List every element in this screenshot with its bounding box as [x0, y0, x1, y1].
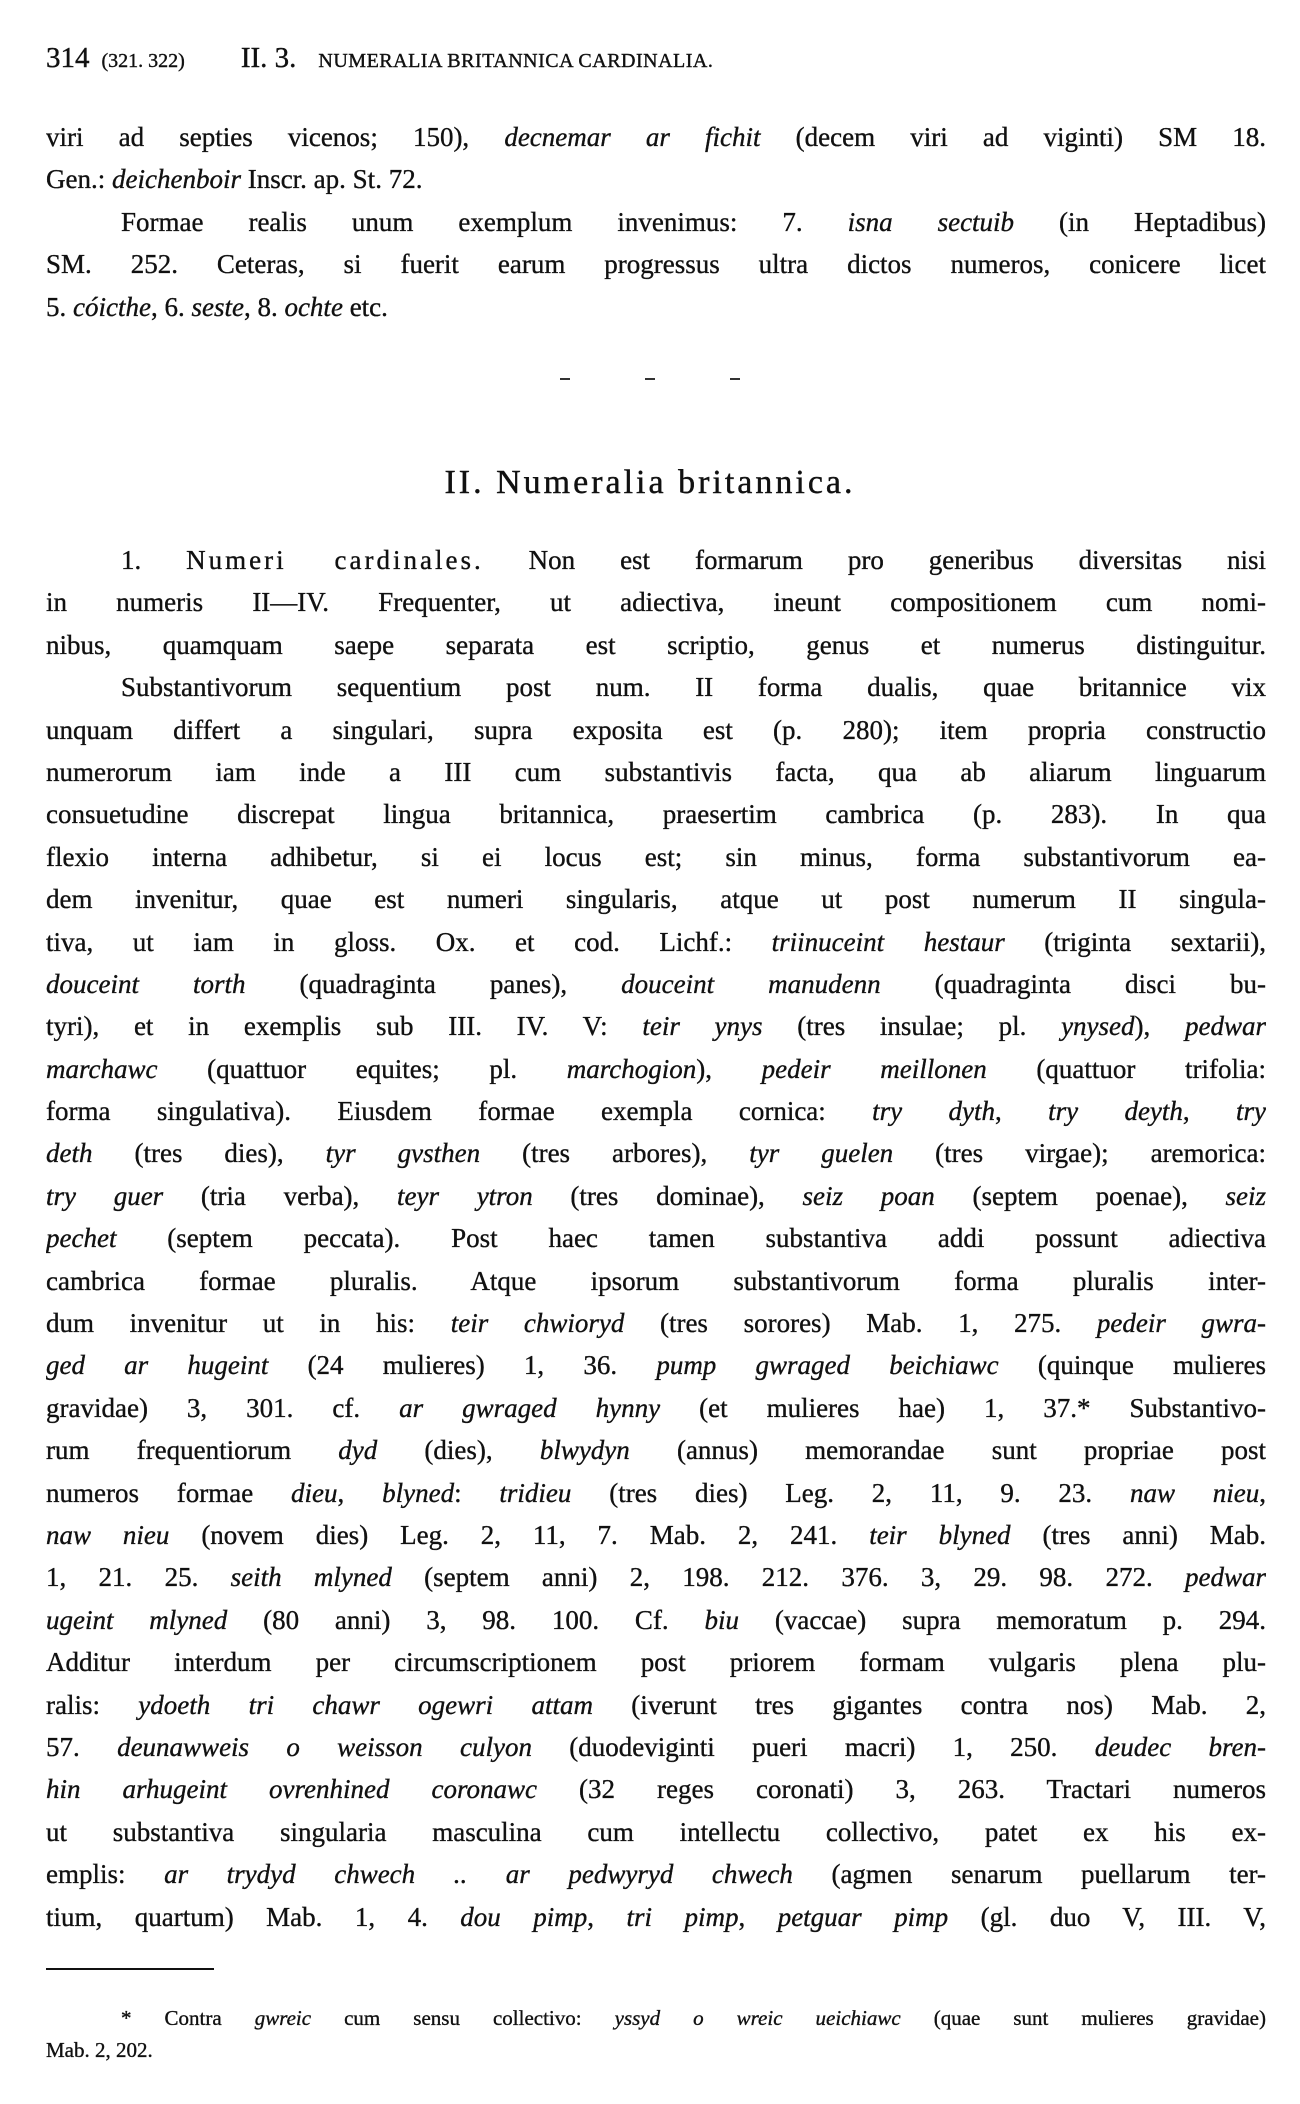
text-run: emplis:: [46, 1859, 165, 1890]
text-line: [46, 1429, 1266, 1471]
italic-term: naw nieu: [46, 1519, 170, 1550]
text-run: (quattuor equites; pl.: [157, 1053, 567, 1084]
text-run: (dies),: [377, 1435, 540, 1466]
text-line: [46, 1768, 1266, 1810]
text-line: [46, 1896, 1266, 1938]
italic-term: ochte: [284, 291, 343, 322]
text-line: [46, 286, 1266, 328]
text-line: [46, 1684, 1266, 1726]
text-run: (tres dominae),: [532, 1180, 803, 1211]
text-run: Non est formarum pro generibus diversitas nisi: [483, 545, 1266, 575]
text-run: (septem poenae),: [934, 1180, 1226, 1211]
italic-term: yssyd o wreic ueichiawc: [614, 2006, 901, 2030]
text-line: [46, 1641, 1266, 1683]
text-run: ,: [1259, 1477, 1266, 1508]
text-line: [46, 1514, 1266, 1556]
text-line: [46, 1217, 1266, 1259]
text-line: [46, 116, 1266, 158]
italic-term: pedeir gwra-: [1096, 1308, 1266, 1339]
text-run: unquam differt a singulari, supra exposita est (p. 280); item propria constructio: [46, 714, 1266, 745]
text-run: (tres insulae; pl.: [762, 1011, 1062, 1042]
text-run: Inscr. ap. St. 72.: [240, 164, 423, 195]
text-run: 1.: [121, 545, 187, 575]
italic-term: triinuceint hestaur: [771, 926, 1005, 957]
italic-term: seith mlyned: [230, 1562, 392, 1593]
text-run: (agmen senarum puellarum ter-: [792, 1859, 1266, 1890]
italic-term: try: [1236, 1096, 1266, 1127]
text-run: Formae realis unum exemplum invenimus: 7.: [121, 206, 848, 237]
italic-term: blyned: [382, 1477, 455, 1508]
text-line: [46, 1599, 1266, 1641]
italic-term: gwreic: [254, 2006, 312, 2030]
text-line: [46, 963, 1266, 1005]
text-run: (tria verba),: [163, 1180, 398, 1211]
italic-term: teyr ytron: [397, 1180, 533, 1211]
footnote-rule: [46, 1968, 214, 1970]
italic-term: blwydyn: [539, 1435, 630, 1466]
text-run: numerorum iam inde a III cum substantivis facta, qua ab aliarum linguarum: [46, 756, 1266, 787]
text-run: etc.: [342, 291, 388, 322]
text-run: (septem peccata). Post haec tamen substantiva addi possunt adiectiva: [116, 1223, 1266, 1254]
italic-term: douceint manudenn: [621, 968, 881, 999]
italic-term: isna sectuib: [847, 206, 1015, 237]
text-run: (tres dies) Leg. 2, 11, 9. 23.: [571, 1477, 1130, 1508]
italic-term: decnemar ar fichit: [504, 122, 761, 152]
text-run: ),: [1134, 1011, 1185, 1042]
text-run: (quattuor trifolia:: [986, 1053, 1266, 1084]
section-number: II. 3.: [240, 42, 297, 74]
text-line: [46, 1005, 1266, 1047]
italic-term: teir chwioryd: [450, 1308, 625, 1339]
italic-term: ar trydyd chwech .. ar pedwyryd chwech: [164, 1859, 793, 1890]
italic-term: pedeir meillonen: [761, 1053, 987, 1084]
text-run: (vaccae) supra memoratum p. 294.: [739, 1604, 1266, 1635]
text-run: flexio interna adhibetur, si ei locus est; sin minus, forma substantivorum ea-: [46, 841, 1266, 872]
text-run: nibus, quamquam saepe separata est scriptio, genus et numerus distinguitur.: [46, 629, 1266, 660]
italic-term: teir ynys: [642, 1011, 763, 1042]
text-run: SM. 252. Ceteras, si fuerit earum progressus ultra dictos numeros, conicere licet: [46, 249, 1266, 280]
text-run: :: [454, 1477, 500, 1508]
text-run: (triginta sextarii),: [1004, 926, 1266, 957]
text-line: [46, 243, 1266, 285]
text-run: ,: [587, 1901, 627, 1932]
text-run: (80 anni) 3, 98. 100. Cf.: [227, 1604, 705, 1635]
text-line: [46, 793, 1266, 835]
text-line: [46, 666, 1266, 708]
italic-term: seste: [191, 291, 244, 322]
italic-term: deth: [46, 1138, 93, 1169]
italic-term: marchogion: [566, 1053, 697, 1084]
text-run: * Contra: [121, 2006, 255, 2030]
text-run: viri ad septies vicenos; 150),: [46, 122, 505, 152]
italic-term: hin arhugeint ovrenhined coronawc: [46, 1774, 537, 1805]
text-line: [46, 878, 1266, 920]
text-line: [46, 1387, 1266, 1429]
text-run: ,: [738, 1901, 778, 1932]
italic-term: tridieu: [499, 1477, 572, 1508]
italic-term: try guer: [46, 1180, 164, 1211]
italic-term: try dyth: [872, 1096, 995, 1127]
italic-term: ar gwraged hynny: [399, 1392, 661, 1423]
italic-term: marchawc: [46, 1053, 158, 1084]
text-run: cum sensu collectivo:: [311, 2006, 615, 2030]
text-run: gravidae) 3, 301. cf.: [46, 1392, 400, 1423]
text-run: , 6.: [150, 291, 192, 322]
text-run: (iverunt tres gigantes contra nos) Mab. 2,: [593, 1689, 1266, 1720]
text-run: (septem anni) 2, 198. 212. 376. 3, 29. 98. 272.: [391, 1562, 1186, 1593]
text-line: [46, 158, 1266, 200]
text-line: [46, 1853, 1266, 1895]
text-run: (annus) memorandae sunt propriae post: [629, 1435, 1266, 1466]
italic-term: dyd: [338, 1435, 378, 1466]
italic-term: teir blyned: [869, 1519, 1011, 1550]
italic-term: petguar pimp: [777, 1901, 949, 1932]
italic-term: deichenboir: [111, 164, 241, 195]
text-line: [46, 2002, 1266, 2034]
text-line: [46, 1472, 1266, 1514]
text-line: [46, 581, 1266, 623]
text-line: [46, 1344, 1266, 1386]
text-run: (in Heptadibus): [1014, 206, 1266, 237]
text-line: [46, 1048, 1266, 1090]
text-run: tium, quartum) Mab. 1, 4.: [46, 1901, 461, 1932]
italic-term: seiz: [1225, 1180, 1266, 1211]
text-run: Additur interdum per circumscriptionem post priorem formam vulgaris plena plu-: [46, 1647, 1266, 1678]
text-line: [46, 1090, 1266, 1132]
text-run: (quadraginta disci bu-: [880, 968, 1266, 999]
text-line: [46, 201, 1266, 243]
italic-term: ynysed: [1061, 1011, 1135, 1042]
text-run: (quinque mulieres: [998, 1350, 1266, 1381]
top-text-block: [46, 116, 1266, 328]
italic-term: deunawweis o weisson culyon: [117, 1731, 532, 1762]
text-run: dum invenitur ut in his:: [46, 1308, 451, 1339]
text-run: numeros formae: [46, 1477, 292, 1508]
text-line: [46, 2034, 1266, 2066]
text-run: rum frequentiorum: [46, 1435, 339, 1466]
footnote: [46, 2002, 1266, 2066]
italic-term: try deyth: [1048, 1096, 1183, 1127]
text-line: [46, 751, 1266, 793]
text-run: (tres virgae); aremorica:: [893, 1138, 1266, 1169]
italic-term: ugeint mlyned: [46, 1604, 228, 1635]
text-run: ),: [696, 1053, 762, 1084]
text-run: ut substantiva singularia masculina cum intellectu collectivo, patet ex his ex-: [46, 1816, 1266, 1847]
text-run: (quae sunt mulieres gravidae): [900, 2006, 1266, 2030]
text-run: (tres anni) Mab.: [1010, 1519, 1266, 1550]
text-run: , 8.: [243, 291, 285, 322]
text-run: (gl. duo V, III. V,: [948, 1901, 1266, 1932]
text-run: (duodeviginti pueri macri) 1, 250.: [531, 1731, 1095, 1762]
italic-term: cóicthe: [73, 291, 151, 322]
italic-term: dou pimp: [460, 1901, 588, 1932]
italic-term: tri pimp: [626, 1901, 739, 1932]
text-line: [46, 836, 1266, 878]
text-line: [46, 539, 1266, 581]
italic-term: ydoeth tri chawr ogewri attam: [138, 1689, 593, 1720]
italic-term: pedwar: [1184, 1011, 1266, 1042]
italic-term: naw nieu: [1129, 1477, 1260, 1508]
text-run: 1, 21. 25.: [46, 1562, 231, 1593]
italic-term: douceint torth: [46, 968, 246, 999]
text-run: (tres sorores) Mab. 1, 275.: [624, 1308, 1097, 1339]
running-header: [46, 42, 713, 75]
text-run: (32 reges coronati) 3, 263. Tractari numeros: [537, 1774, 1266, 1805]
text-run: tyri), et in exemplis sub III. IV. V:: [46, 1011, 643, 1042]
text-run: (decem viri ad viginti) SM 18.: [760, 122, 1266, 152]
text-line: [46, 624, 1266, 666]
italic-term: pump gwraged beichiawc: [656, 1350, 999, 1381]
text-line: [46, 1302, 1266, 1344]
text-run: ,: [337, 1477, 383, 1508]
text-line: [46, 921, 1266, 963]
text-line: [46, 1556, 1266, 1598]
italic-term: tyr gvsthen: [325, 1138, 481, 1169]
text-run: (tres dies),: [92, 1138, 326, 1169]
text-line: [46, 1811, 1266, 1853]
text-run: (quadraginta panes),: [245, 968, 622, 999]
text-run: Gen.:: [46, 164, 112, 195]
italic-term: tyr guelen: [749, 1138, 894, 1169]
text-run: Substantivorum sequentium post num. II forma dualis, quae britannice vix: [121, 672, 1266, 703]
text-run: ,: [1182, 1096, 1237, 1127]
text-line: [46, 1260, 1266, 1302]
running-title: NUMERALIA BRITANNICA CARDINALIA.: [318, 50, 714, 72]
text-run: (tres arbores),: [480, 1138, 750, 1169]
text-line: [46, 709, 1266, 751]
text-line: [46, 1726, 1266, 1768]
italic-term: ged ar hugeint: [46, 1350, 269, 1381]
italic-term: pedwar: [1185, 1562, 1266, 1593]
text-run: 57.: [46, 1731, 118, 1762]
text-line: [46, 1132, 1266, 1174]
italic-term: biu: [704, 1604, 740, 1635]
italic-term: pechet: [46, 1223, 117, 1254]
text-run: ,: [994, 1096, 1049, 1127]
section-heading: II. Numeralia britannica.: [444, 464, 856, 501]
text-run: (novem dies) Leg. 2, 11, 7. Mab. 2, 241.: [169, 1519, 870, 1550]
text-run: (24 mulieres) 1, 36.: [268, 1350, 657, 1381]
section-divider: [560, 378, 740, 380]
page-number: 314: [46, 42, 90, 74]
text-run: forma singulativa). Eiusdem formae exempla cornica:: [46, 1096, 873, 1127]
text-run: Mab. 2, 202.: [46, 2038, 153, 2062]
text-run: cambrica formae pluralis. Atque ipsorum substantivorum forma pluralis inter-: [46, 1265, 1266, 1296]
page-refs: (321. 322): [101, 50, 185, 72]
text-run: in numeris II—IV. Frequenter, ut adiectiva, ineunt compositionem cum nomi-: [46, 587, 1266, 618]
text-line: [46, 1175, 1266, 1217]
text-run: Numeri cardinales.: [186, 545, 484, 575]
text-run: consuetudine discrepat lingua britannica, praesertim cambrica (p. 283). In qua: [46, 799, 1266, 830]
text-run: 5.: [46, 291, 73, 322]
text-run: (et mulieres hae) 1, 37.* Substantivo-: [660, 1392, 1266, 1423]
body-text-block: [46, 539, 1266, 1938]
text-run: ralis:: [46, 1689, 139, 1720]
italic-term: dieu: [291, 1477, 338, 1508]
italic-term: deudec bren-: [1094, 1731, 1266, 1762]
italic-term: seiz poan: [802, 1180, 935, 1211]
text-run: dem invenitur, quae est numeri singularis, atque ut post numerum II singula-: [46, 884, 1266, 915]
text-run: tiva, ut iam in gloss. Ox. et cod. Lichf.:: [46, 926, 772, 957]
